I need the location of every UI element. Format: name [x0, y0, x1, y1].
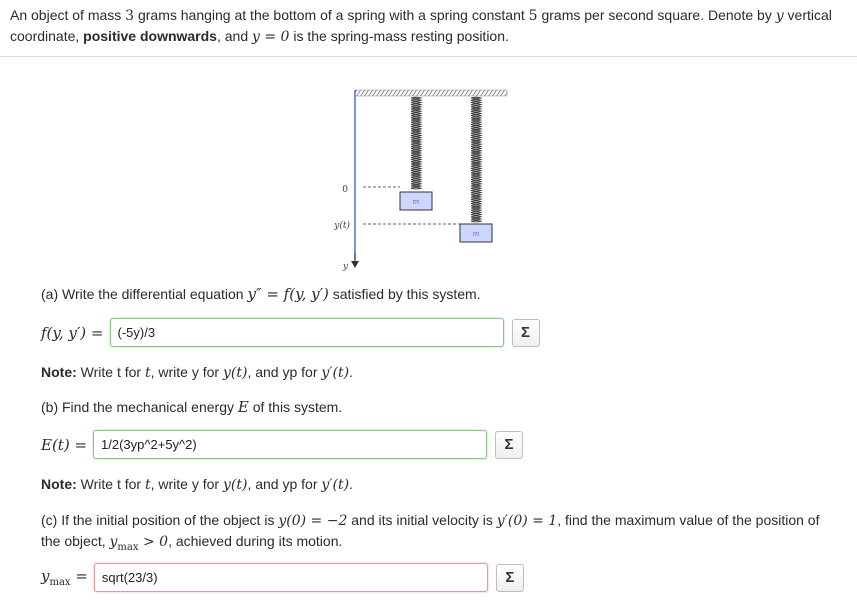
sigma-icon: Σ — [520, 324, 530, 341]
part-a-prompt: (a) Write the differential equation y″ = f(y, y′) satisfied by this system. — [41, 285, 481, 303]
initial-position-eq: y(0) = −2 — [278, 513, 348, 529]
axis-arrowhead — [351, 261, 359, 268]
spring-extended — [471, 97, 481, 222]
part-c-answer-input[interactable] — [94, 563, 488, 592]
divider — [0, 56, 857, 57]
part-c-lhs: $y_{max}$ = — [41, 567, 88, 588]
part-a-sigma-button[interactable] — [512, 319, 540, 347]
part-a-lhs: f(y, y′) = — [41, 323, 104, 342]
mass-label-resting: m — [412, 198, 420, 206]
intro-text: grams hanging at the bottom of a spring with a spring constant — [134, 7, 529, 23]
part-c-prompt: (c) If the initial position of the object is y(0) = −2 and its initial velocity is y′(0) = 1, find the maximum value of the position of the object, $y_{max} > 0$, achieved during its motion. — [41, 512, 820, 553]
mass-value: 3 — [125, 8, 135, 24]
part-a-answer-row — [41, 318, 540, 347]
energy-symbol: E — [237, 398, 249, 416]
part-c-answer-row — [41, 563, 524, 592]
differential-equation: y″ = f(y, y′) — [247, 285, 329, 303]
part-b-answer-value: 1/2(3yp^2+5y^2) — [101, 437, 197, 452]
part-b-lhs: E(t) = — [41, 435, 88, 454]
part-a-answer-value: (-5y)/3 — [117, 325, 156, 340]
spring-mass-figure — [310, 88, 520, 278]
positive-downwards-text: positive downwards — [83, 28, 217, 44]
initial-velocity-eq: y′(0) = 1 — [496, 513, 558, 529]
rest-position-equation: y = 0 — [252, 29, 290, 45]
axis-zero-label: 0 — [342, 185, 348, 195]
part-a-answer-input[interactable] — [110, 318, 504, 347]
part-c-sigma-button[interactable] — [496, 564, 524, 592]
axis-yt-label: y(t) — [334, 221, 350, 231]
problem-intro — [10, 5, 850, 47]
ceiling — [355, 90, 507, 96]
y-variable: y — [775, 8, 784, 24]
mass-label-extended: m — [472, 230, 480, 238]
intro-text: , and — [216, 28, 253, 44]
part-b-answer-input[interactable] — [93, 430, 487, 459]
sigma-icon: Σ — [505, 569, 515, 586]
spring-resting — [411, 97, 421, 189]
part-b-answer-row — [41, 430, 523, 459]
part-b-note: Note: Write t for t, write y for y(t), and yp for y′(t). — [41, 476, 353, 493]
intro-text: An object of mass — [10, 7, 126, 23]
part-b-sigma-button[interactable] — [495, 431, 523, 459]
intro-text: grams per second square. Denote by — [537, 7, 776, 23]
intro-text: vertical coordinate, — [10, 7, 832, 44]
part-c-answer-value: sqrt(23/3) — [101, 570, 158, 585]
spring-constant-value: 5 — [528, 8, 538, 24]
sigma-icon: Σ — [504, 436, 514, 453]
part-a-note: Note: Write t for t, write y for y(t), and yp for y′(t). — [41, 364, 353, 381]
axis-y-label: y — [342, 262, 348, 272]
intro-text: is the spring-mass resting position. — [289, 28, 509, 44]
part-b-prompt: (b) Find the mechanical energy E of this system. — [41, 398, 343, 416]
